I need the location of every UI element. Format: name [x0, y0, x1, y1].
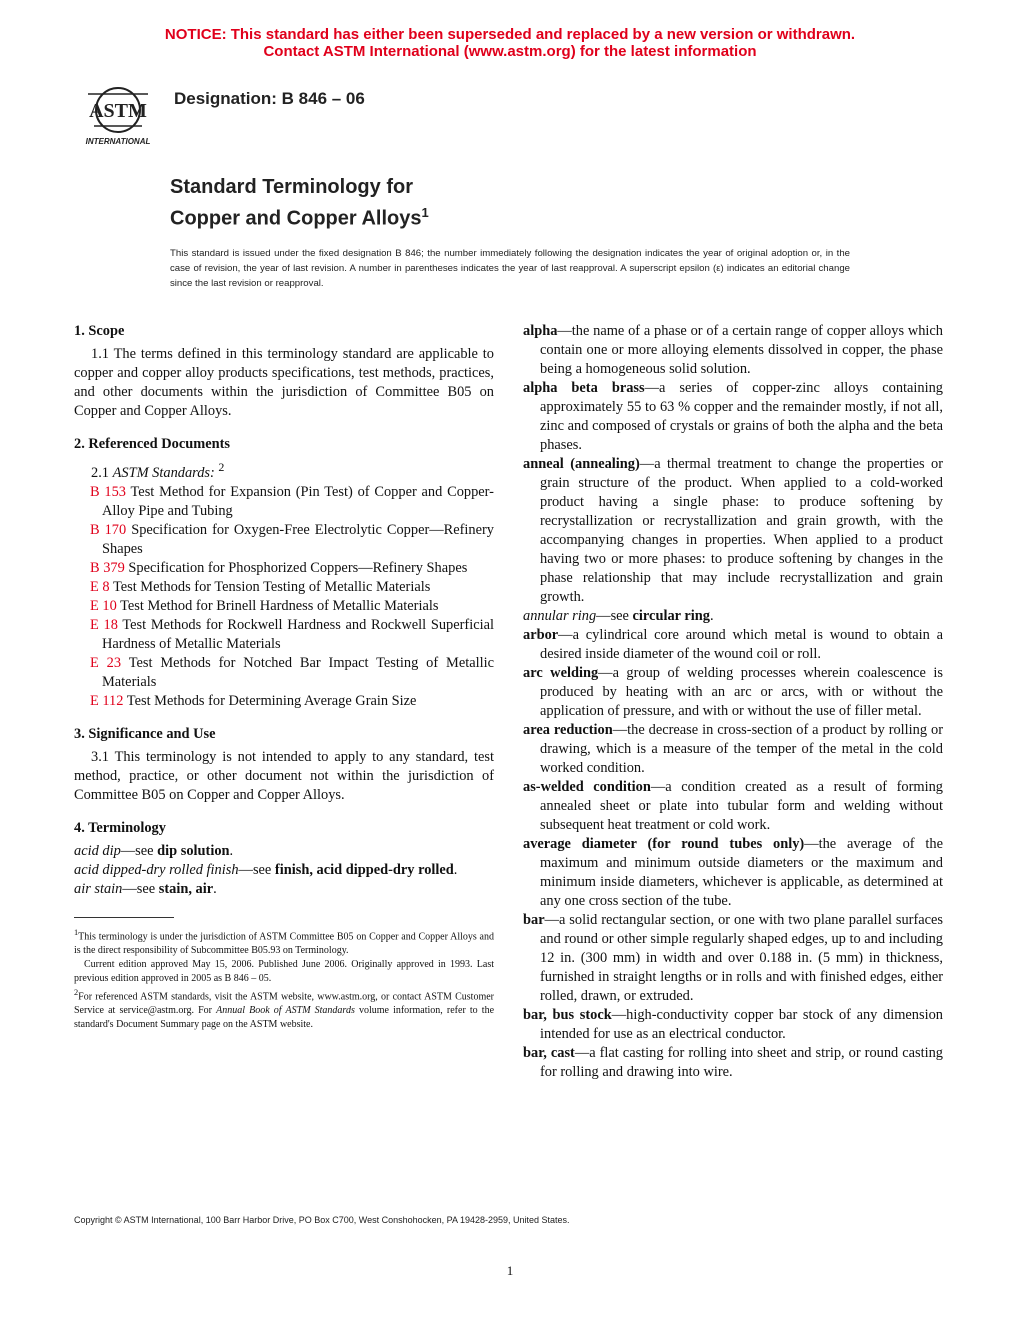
term-name: area reduction: [523, 722, 613, 738]
page-number: 1: [506, 1263, 514, 1278]
footnote-2: $^2$For referenced ASTM standards, visit the ASTM website, www.astm.org, or contact ASTM Customer Service at service@astm.org. For Annual Book of ASTM Standards volume information, refer to the standard's Document Summary page on the ASTM website.: [74, 988, 495, 1031]
term-definition: —a cylindrical core around which metal is wound to obtain a desired inside diameter of the wound coil or roll.: [540, 627, 943, 662]
reference-item: [74, 578, 494, 597]
term-entry: acid dip—see dip solution.: [74, 842, 234, 859]
reference-title: Specification for Phosphorized Coppers—Refinery Shapes: [128, 559, 468, 576]
astm-standards-label: 2.1 ASTM Standards: $^2$: [91, 460, 225, 481]
term-definition: —a series of copper-zinc alloys containing approximately 55 to 63 % copper and the remainder mostly, if not all, zinc and composed of crystals or grains of both the alpha and the beta phases.: [540, 380, 943, 453]
reference-title: Test Method for Brinell Hardness of Metallic Materials: [120, 597, 439, 614]
footnote-2-mark[interactable]: 2: [218, 460, 225, 474]
right-column: [523, 322, 943, 1082]
reference-item: [74, 559, 494, 578]
see-target: stain, air: [158, 880, 214, 897]
reference-code-link[interactable]: B 153: [90, 483, 126, 500]
title-line-1: Standard Terminology for: [170, 176, 413, 198]
term-entry: [523, 455, 943, 607]
term-definition: —a group of welding processes wherein coalescence is produced by heating with an arc or arcs, with or without the application of pressure, and with or without the use of filler metal.: [540, 665, 943, 719]
term-entry: [523, 664, 943, 721]
term-name: air stain: [74, 880, 123, 897]
reference-item: [74, 654, 494, 692]
designation: Designation: B 846 – 06: [174, 89, 365, 108]
term-entry: annular ring—see circular ring.: [523, 608, 714, 624]
term-entry: [523, 721, 943, 778]
see-target: circular ring: [632, 608, 710, 624]
term-name: arc welding: [523, 665, 599, 681]
footnote-divider: [74, 917, 174, 918]
reference-title: Test Methods for Determining Average Grain Size: [126, 692, 417, 709]
term-entry: acid dipped-dry rolled finish—see finish, acid dipped-dry rolled.: [74, 861, 458, 878]
term-entry: [523, 778, 943, 835]
term-entry: [523, 1006, 943, 1044]
notice-line-2: Contact ASTM International (www.astm.org) for the latest information: [263, 43, 757, 60]
notice-line-1: NOTICE: This standard has either been superseded and replaced by a new version or withdrawn.: [164, 26, 856, 43]
copyright: Copyright © ASTM International, 100 Barr Harbor Drive, PO Box C700, West Conshohocken, PA 19428-2959, United States.: [74, 1215, 570, 1225]
reference-item: [74, 597, 494, 616]
see-word: —see: [238, 861, 272, 878]
issuance-note: This standard is issued under the fixed designation B 846; the number immediately following the designation indicates the year of original adoption or, in the case of revision, the year of last revision. A number in parentheses indicates the year of last reapproval. A superscript epsilon (ε) indicates an editorial change since the last revision or reapproval.: [170, 248, 850, 289]
reference-title: Specification for Oxygen-Free Electrolytic Copper—Refinery Shapes: [102, 521, 494, 557]
reference-item: [74, 616, 494, 654]
term-entry: [523, 379, 943, 455]
term-entry: [523, 835, 943, 911]
terminology-heading: 4. Terminology: [74, 819, 166, 836]
term-entry: [523, 322, 943, 379]
term-entry: [523, 1044, 943, 1082]
term-definition: —the name of a phase or of a certain range of copper alloys which contain one or more alloying elements dissolved in copper, the phase being a homogeneous solid solution.: [540, 323, 943, 377]
title-footnote-mark[interactable]: 1: [421, 205, 429, 220]
term-definition: —high-conductivity copper bar stock of any dimension intended for use as an electrical conductor.: [540, 1007, 943, 1042]
reference-code-link[interactable]: E 10: [90, 597, 117, 614]
significance-text: 3.1 This terminology is not intended to apply to any standard, test method, practice, or other document not within the jurisdiction of Committee B05 on Copper and Copper Alloys.: [74, 748, 494, 803]
term-name: anneal (annealing): [523, 456, 640, 472]
term-name: acid dip: [74, 842, 121, 859]
term-name: alpha: [523, 323, 558, 339]
document-title: [170, 174, 429, 232]
term-name: bar, cast: [523, 1045, 575, 1061]
referenced-heading: 2. Referenced Documents: [74, 436, 230, 452]
reference-title: Test Methods for Notched Bar Impact Testing of Metallic Materials: [102, 654, 494, 690]
left-term-list: [74, 842, 494, 899]
significance-heading: 3. Significance and Use: [74, 725, 216, 742]
see-target: finish, acid dipped-dry rolled: [274, 861, 454, 878]
term-name: acid dipped-dry rolled finish: [74, 861, 239, 878]
reference-title: Test Methods for Tension Testing of Metallic Materials: [112, 578, 431, 595]
scope-heading: 1. Scope: [74, 323, 125, 339]
term-name: as-welded condition: [523, 779, 651, 795]
logo-text: ASTM: [89, 100, 147, 122]
reference-title: Test Methods for Rockwell Hardness and Rockwell Superficial Hardness of Metallic Materials: [102, 616, 494, 652]
left-column: [74, 322, 494, 1032]
logo-subtext: INTERNATIONAL: [85, 137, 151, 146]
reference-code-link[interactable]: B 170: [90, 521, 127, 538]
reference-item: [74, 692, 494, 711]
footnote-1: $^1$This terminology is under the jurisdiction of ASTM Committee B05 on Copper and Copper Alloys and is the direct responsibility of Subcommittee B05.93 on Terminology.: [74, 927, 494, 957]
term-definition: —a flat casting for rolling into sheet and strip, or round casting for rolling and drawing into wire.: [540, 1045, 943, 1080]
reference-title: Test Method for Expansion (Pin Test) of Copper and Copper-Alloy Pipe and Tubing: [102, 483, 494, 519]
term-name: annular ring: [523, 608, 597, 624]
notice-banner: [0, 26, 1020, 60]
reference-code-link[interactable]: B 379: [90, 559, 125, 576]
term-entry: [523, 911, 943, 1006]
term-name: average diameter (for round tubes only): [523, 836, 805, 852]
see-word: —see: [596, 608, 629, 624]
term-name: bar: [523, 912, 545, 928]
title-line-2: Copper and Copper Alloys: [170, 207, 422, 230]
see-word: —see: [122, 880, 156, 897]
reference-code-link[interactable]: E 112: [90, 692, 124, 709]
term-entry: [523, 626, 943, 664]
term-definition: —the average of the maximum and minimum outside diameters or the maximum and minimum inside diameters, whichever is applicable, as determined at any one cross section of the tube.: [540, 836, 943, 909]
reference-item: [74, 521, 494, 559]
reference-code-link[interactable]: E 23: [90, 654, 122, 671]
term-definition: —a condition created as a result of forming annealed sheet or plate into tubular form and welding without subsequent heat treatment or cold work.: [540, 779, 943, 833]
reference-list: [74, 483, 494, 711]
term-definition: —the decrease in cross-section of a product by rolling or drawing, which is a measure of the temper of the metal in the cold worked condition.: [540, 722, 943, 776]
term-definition: —a solid rectangular section, or one with two plane parallel surfaces and round or other simple regularly shaped edges, up to and including 12 in. (300 mm) in width and over 0.188 in. (5 mm) in thickness, furnished in straight lengths or in rolls and with finished edges, either rolled, drawn, or extruded.: [540, 912, 943, 1004]
reference-code-link[interactable]: E 18: [90, 616, 118, 633]
term-name: arbor: [523, 627, 559, 643]
term-name: alpha beta brass: [523, 380, 645, 396]
term-name: bar, bus stock: [523, 1007, 612, 1023]
term-definition: —a thermal treatment to change the properties or grain structure of the product. When applied to a cold-worked product having a single phase: to produce softening by recrystallization or recrystallization and grain growth, with the accompanying changes in properties. When applied to a product having two or more phases: to produce softening by changes in the phase relationship that may include recrystallization and grain growth.: [540, 456, 943, 605]
scope-text: 1.1 The terms defined in this terminology standard are applicable to copper and copper alloy products specifications, test methods, practices, and other documents within the jurisdiction of Committee B05 on Copper and Copper Alloys.: [74, 346, 494, 419]
footnote-1b: Current edition approved May 15, 2006. Published June 2006. Originally approved in 1993. Last previous edition approved in 2005 as B 846 – 05.: [74, 959, 494, 985]
reference-item: [74, 483, 494, 521]
see-target: dip solution: [157, 842, 230, 859]
term-entry: air stain—see stain, air.: [74, 880, 217, 897]
see-word: —see: [120, 842, 154, 859]
astm-logo: [74, 80, 162, 150]
reference-code-link[interactable]: E 8: [90, 578, 110, 595]
